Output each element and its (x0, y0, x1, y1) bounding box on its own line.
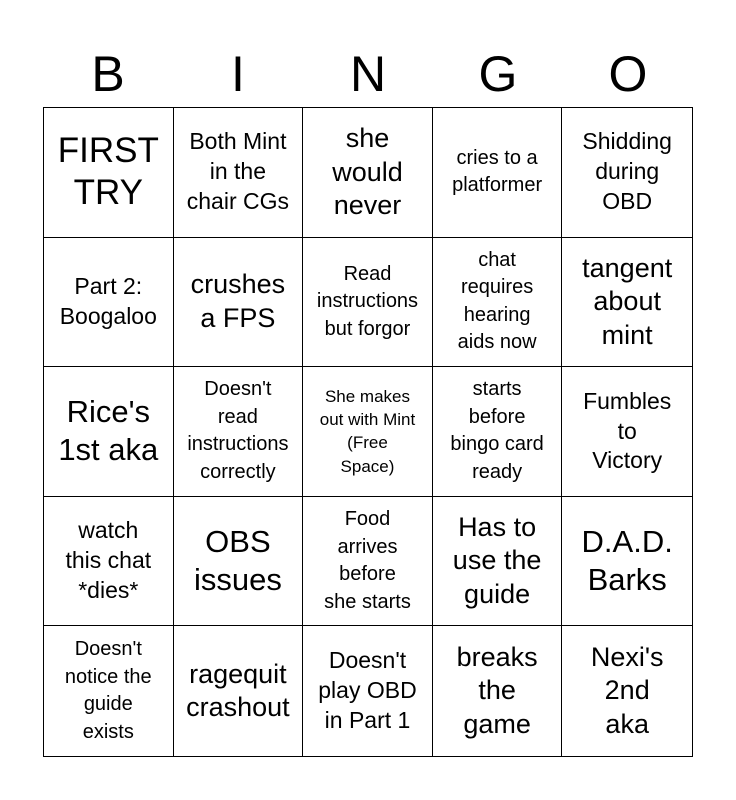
bingo-header (43, 44, 693, 104)
bingo-cell[interactable] (433, 626, 563, 756)
bingo-cell-text: ragequit crashout (186, 658, 290, 723)
bingo-cell-text: Shidding during OBD (582, 128, 672, 215)
bingo-cell[interactable] (303, 626, 433, 756)
bingo-cell-text: Both Mint in the chair CGs (186, 128, 290, 215)
bingo-cell[interactable] (562, 497, 692, 627)
bingo-cell[interactable] (433, 238, 563, 368)
bingo-cell-text: crushes a FPS (190, 269, 286, 333)
header-letter-g: G (478, 46, 518, 102)
bingo-cell-text: Has to use the guide (452, 511, 542, 609)
bingo-cell-text: Doesn't read instructions correctly (187, 378, 289, 484)
header-letter-o: O (608, 46, 648, 102)
bingo-cell[interactable] (44, 626, 174, 756)
bingo-cell-text: D.A.D. Barks (581, 523, 673, 598)
bingo-cell-text: watch this chat *dies* (65, 517, 152, 604)
bingo-cell[interactable] (562, 108, 692, 238)
bingo-cell[interactable] (174, 367, 304, 497)
bingo-cell free-space[interactable] (303, 367, 433, 497)
bingo-cell[interactable] (44, 238, 174, 368)
bingo-cell[interactable] (303, 238, 433, 368)
bingo-cell[interactable] (562, 367, 692, 497)
bingo-cell-text: OBS issues (193, 523, 282, 598)
bingo-cell-text: Nexi's 2nd aka (590, 641, 664, 739)
bingo-cell-text: Fumbles to Victory (583, 387, 672, 474)
bingo-cell[interactable] (44, 367, 174, 497)
bingo-cell-text: Doesn't notice the guide exists (64, 638, 152, 743)
bingo-cell[interactable] (44, 108, 174, 238)
header-letter-i: I (231, 46, 245, 102)
bingo-cell-text: Part 2: Boogaloo (59, 273, 157, 329)
bingo-cell[interactable] (174, 108, 304, 238)
bingo-cell-text: tangent about mint (582, 252, 673, 350)
bingo-cell-text: Food arrives before she starts (324, 507, 411, 613)
header-letter-b: B (91, 46, 125, 102)
bingo-cell[interactable] (303, 108, 433, 238)
bingo-cell[interactable] (433, 497, 563, 627)
header-letter-n: N (349, 46, 387, 102)
bingo-cell-text: She makes out with Mint (Free Space) (319, 386, 416, 476)
bingo-cell-text: FIRST TRY (57, 130, 159, 213)
bingo-cell-text: she would never (332, 123, 403, 221)
bingo-cell-text: Rice's 1st aka (58, 394, 159, 468)
bingo-cell[interactable] (44, 497, 174, 627)
bingo-cell[interactable] (433, 367, 563, 497)
bingo-cell-text: breaks the game (456, 641, 538, 739)
bingo-cell[interactable] (562, 626, 692, 756)
bingo-cell-text: Doesn't play OBD in Part 1 (318, 647, 417, 734)
bingo-cell[interactable] (562, 238, 692, 368)
bingo-cell[interactable] (303, 497, 433, 627)
bingo-cell[interactable] (174, 626, 304, 756)
bingo-cell-text: chat requires hearing aids now (457, 248, 537, 354)
bingo-board (43, 107, 693, 757)
bingo-cell[interactable] (433, 108, 563, 238)
bingo-cell[interactable] (174, 238, 304, 368)
bingo-cell-text: starts before bingo card ready (450, 378, 544, 484)
bingo-cell-text: Read instructions but forgor (316, 262, 419, 340)
bingo-cell[interactable] (174, 497, 304, 627)
bingo-cell-text: cries to a platformer (452, 146, 543, 197)
